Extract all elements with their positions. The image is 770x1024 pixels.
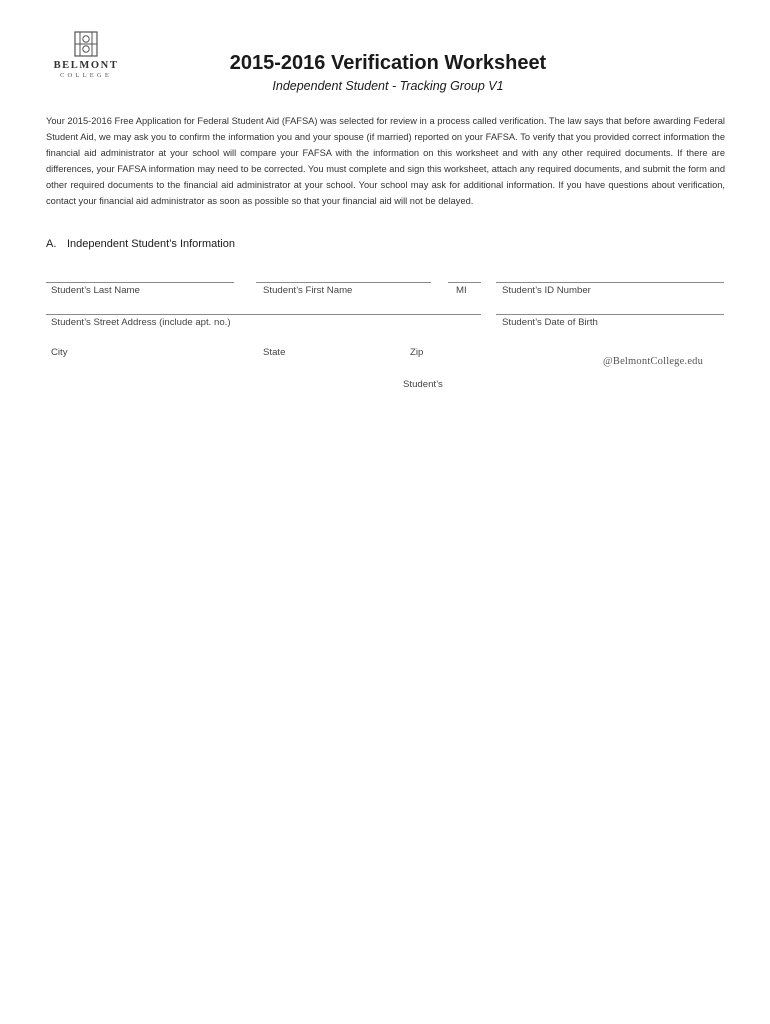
students-label: Student’s <box>403 379 443 390</box>
logo-name: BELMONT <box>53 60 119 71</box>
street-address-label: Student’s Street Address (include apt. no.) <box>51 317 231 328</box>
intro-paragraph: Your 2015-2016 Free Application for Federal Student Aid (FAFSA) was selected for review in a process called verification. The law says that before awarding Federal Student Aid, we may ask you to confirm the information you and your spouse (if married) reported on your FAFSA. To verify that you provided correct information the financial aid administrator at your school will compare your FAFSA with the information on this worksheet and with any other required documents. If there are differences, your FAFSA information may need to be corrected. You must complete and sign this worksheet, attach any required documents, and submit the form and other required documents to the financial aid administrator at your school. Your school may ask for additional information. If you have questions about verification, contact your financial aid administrator as soon as possible so that your financial aid will not be delayed. <box>46 116 725 206</box>
date-of-birth-field[interactable] <box>496 314 724 315</box>
section-a-heading <box>46 238 235 250</box>
id-number-field[interactable] <box>496 282 724 283</box>
mi-field[interactable] <box>448 282 481 283</box>
zip-label: Zip <box>410 347 424 358</box>
page-subtitle: Independent Student - Tracking Group V1 <box>272 79 504 93</box>
email-domain-label: @BelmontCollege.edu <box>603 356 704 367</box>
logo-subtitle: COLLEGE <box>59 72 112 79</box>
city-label: City <box>51 347 68 358</box>
first-name-label: Student’s First Name <box>263 285 353 296</box>
id-number-label: Student’s ID Number <box>502 285 591 296</box>
street-address-field[interactable] <box>46 314 481 315</box>
first-name-field[interactable] <box>256 282 431 283</box>
last-name-field[interactable] <box>46 282 234 283</box>
page-title: 2015-2016 Verification Worksheet <box>229 52 547 74</box>
date-of-birth-label: Student’s Date of Birth <box>502 317 598 328</box>
section-a-letter: A. <box>46 238 57 250</box>
section-a-title: Independent Student’s Information <box>67 238 235 250</box>
state-label: State <box>263 347 286 358</box>
last-name-label: Student’s Last Name <box>51 285 140 296</box>
mi-label: MI <box>456 285 467 296</box>
